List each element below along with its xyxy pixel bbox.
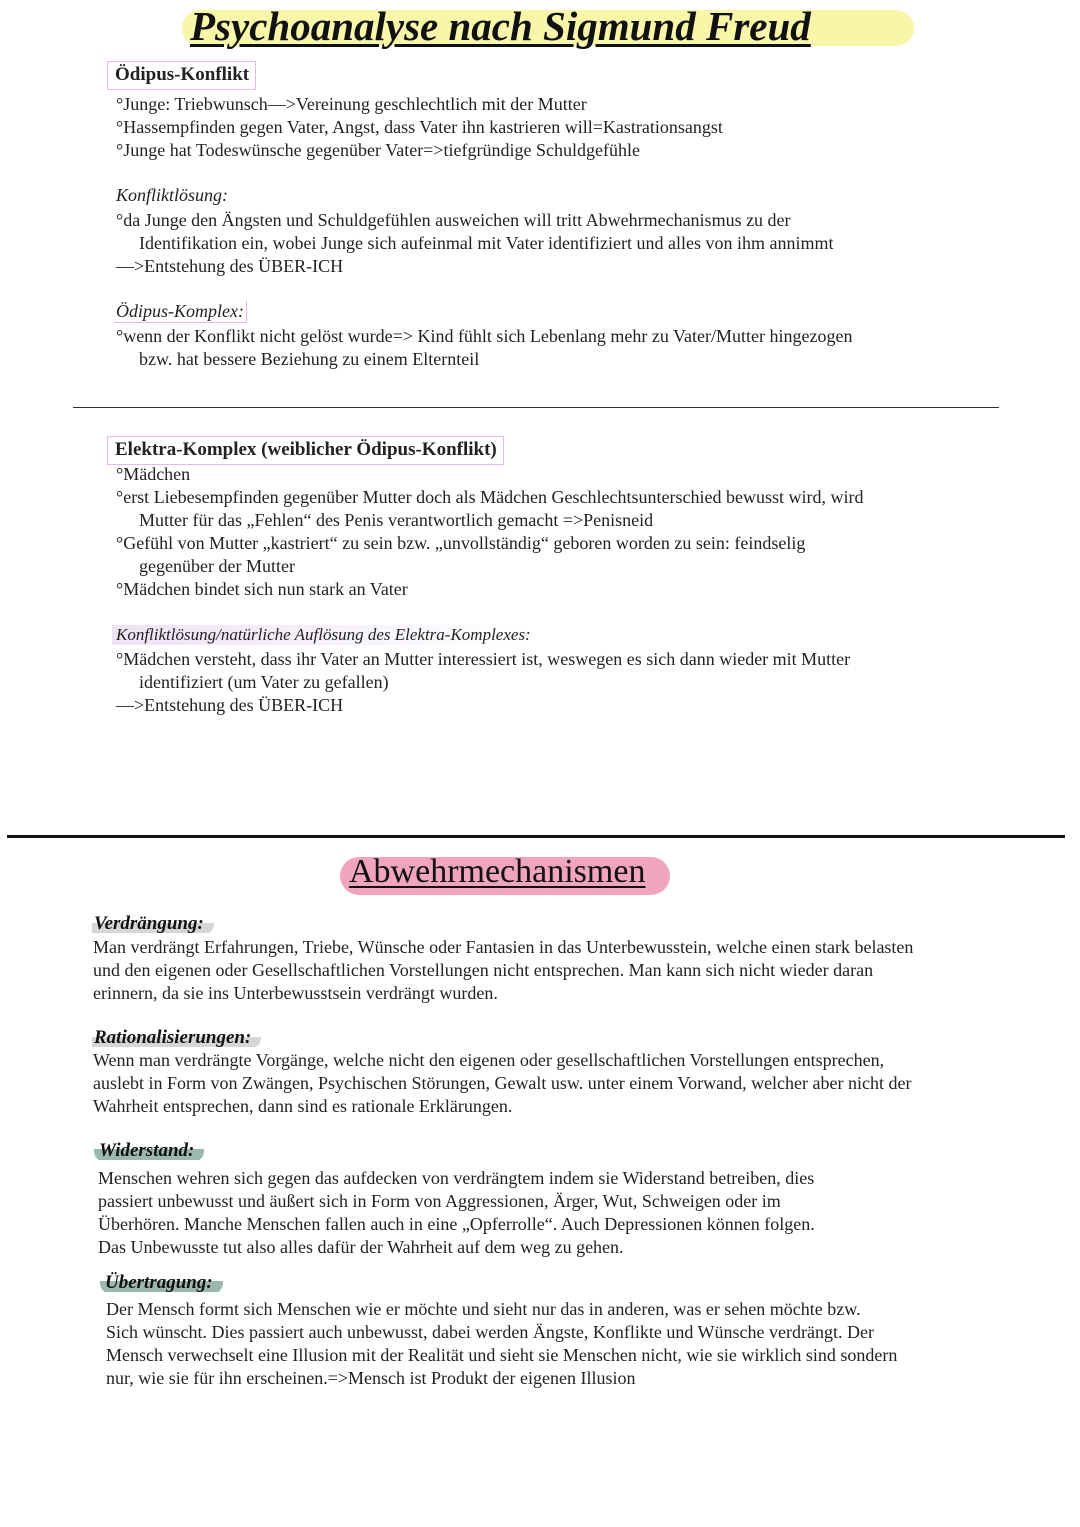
elektra-line-6: °Mädchen bindet sich nun stark an Vater: [116, 579, 408, 599]
widerstand-line-4: Das Unbewusste tut also alles dafür der Wahrheit auf dem weg zu gehen.: [98, 1237, 624, 1257]
oedipus-complex-heading: Ödipus-Komplex:: [114, 301, 247, 323]
elektra-resolution-line-2: identifiziert (um Vater zu gefallen): [139, 672, 389, 692]
uebertragung-line-3: Mensch verwechselt eine Illusion mit der Realität und sieht sie Menschen nicht, wie sie wirklich sind sondern: [106, 1345, 898, 1365]
elektra-resolution-line-3: —>Entstehung des ÜBER-ICH: [116, 695, 344, 715]
oedipus-heading: Ödipus-Konflikt: [107, 61, 256, 90]
uebertragung-line-1: Der Mensch formt sich Menschen wie er möchte und sieht nur das in anderen, was er sehen möchte bzw.: [106, 1299, 861, 1319]
rationalisierungen-line-2: auslebt in Form von Zwängen, Psychischen Störungen, Gewalt usw. unter einem Vorwand, welcher aber nicht der: [93, 1073, 912, 1093]
rationalisierungen-line-3: Wahrheit entsprechen, dann sind es rationale Erklärungen.: [93, 1096, 513, 1116]
oedipus-resolution-heading: Konfliktlösung:: [116, 185, 228, 205]
elektra-line-4: °Gefühl von Mutter „kastriert“ zu sein bzw. „unvollständig“ geboren worden zu sein: feindselig: [116, 533, 806, 553]
elektra-resolution-line-1: °Mädchen versteht, dass ihr Vater an Mutter interessiert ist, weswegen es sich dann wieder mit Mutter: [116, 649, 851, 669]
rationalisierungen-heading: Rationalisierungen:: [92, 1027, 261, 1049]
elektra-line-2: °erst Liebesempfinden gegenüber Mutter doch als Mädchen Geschlechtsunterschied bewusst wird, wird: [116, 487, 864, 507]
uebertragung-line-2: Sich wünscht. Dies passiert auch unbewusst, dabei werden Ängste, Konflikte und Wünsche verdrängt. Der: [106, 1322, 874, 1342]
abwehr-heading: Abwehrmechanismen: [349, 853, 646, 890]
widerstand-line-3: Überhören. Manche Menschen fallen auch in eine „Opferrolle“. Auch Depressionen können folgen.: [98, 1214, 815, 1234]
page-title: Psychoanalyse nach Sigmund Freud: [190, 3, 811, 49]
oedipus-complex-line-2: bzw. hat bessere Beziehung zu einem Elternteil: [139, 349, 480, 369]
oedipus-resolution-line-3: —>Entstehung des ÜBER-ICH: [116, 256, 344, 276]
verdraengung-line-1: Man verdrängt Erfahrungen, Triebe, Wünsche oder Fantasien in das Unterbewusstein, welche einen stark belasten: [93, 937, 914, 957]
oedipus-line-3: °Junge hat Todeswünsche gegenüber Vater=>tiefgründige Schuldgefühle: [116, 140, 640, 160]
uebertragung-heading: Übertragung:: [100, 1272, 223, 1294]
elektra-heading: Elektra-Komplex (weiblicher Ödipus-Konflikt): [107, 436, 504, 465]
oedipus-line-1: °Junge: Triebwunsch—>Vereinung geschlechtlich mit der Mutter: [116, 94, 587, 114]
elektra-line-3: Mutter für das „Fehlen“ des Penis verantwortlich gemacht =>Penisneid: [139, 510, 654, 530]
widerstand-heading: Widerstand:: [94, 1140, 204, 1162]
elektra-resolution-heading: Konfliktlösung/natürliche Auflösung des Elektra-Komplexes:: [112, 625, 535, 645]
divider-1: [73, 407, 999, 408]
verdraengung-heading: Verdrängung:: [92, 913, 214, 935]
oedipus-line-2: °Hassempfinden gegen Vater, Angst, dass Vater ihn kastrieren will=Kastrationsangst: [116, 117, 723, 137]
elektra-line-1: °Mädchen: [116, 464, 191, 484]
oedipus-resolution-line-2: Identifikation ein, wobei Junge sich aufeinmal mit Vater identifiziert und alles von ihm annimmt: [139, 233, 834, 253]
widerstand-line-1: Menschen wehren sich gegen das aufdecken von verdrängtem indem sie Widerstand betreiben, dies: [98, 1168, 815, 1188]
divider-2: [7, 835, 1065, 838]
verdraengung-line-3: erinnern, da sie ins Unterbewusstsein verdrängt wurden.: [93, 983, 498, 1003]
widerstand-line-2: passiert unbewusst und äußert sich in Form von Aggressionen, Ärger, Wut, Schweigen oder im: [98, 1191, 781, 1211]
rationalisierungen-line-1: Wenn man verdrängte Vorgänge, welche nicht den eigenen oder gesellschaftlichen Vorstellungen entsprechen,: [93, 1050, 885, 1070]
oedipus-resolution-line-1: °da Junge den Ängsten und Schuldgefühlen ausweichen will tritt Abwehrmechanismus zu der: [116, 210, 791, 230]
oedipus-complex-line-1: °wenn der Konflikt nicht gelöst wurde=> Kind fühlt sich Lebenlang mehr zu Vater/Mutter hingezogen: [116, 326, 853, 346]
verdraengung-line-2: und den eigenen oder Gesellschaftlichen Vorstellungen nicht entsprechen. Man kann sich nicht wieder daran: [93, 960, 874, 980]
uebertragung-line-4: nur, wie sie für ihn erscheinen.=>Mensch ist Produkt der eigenen Illusion: [106, 1368, 636, 1388]
elektra-line-5: gegenüber der Mutter: [139, 556, 295, 576]
